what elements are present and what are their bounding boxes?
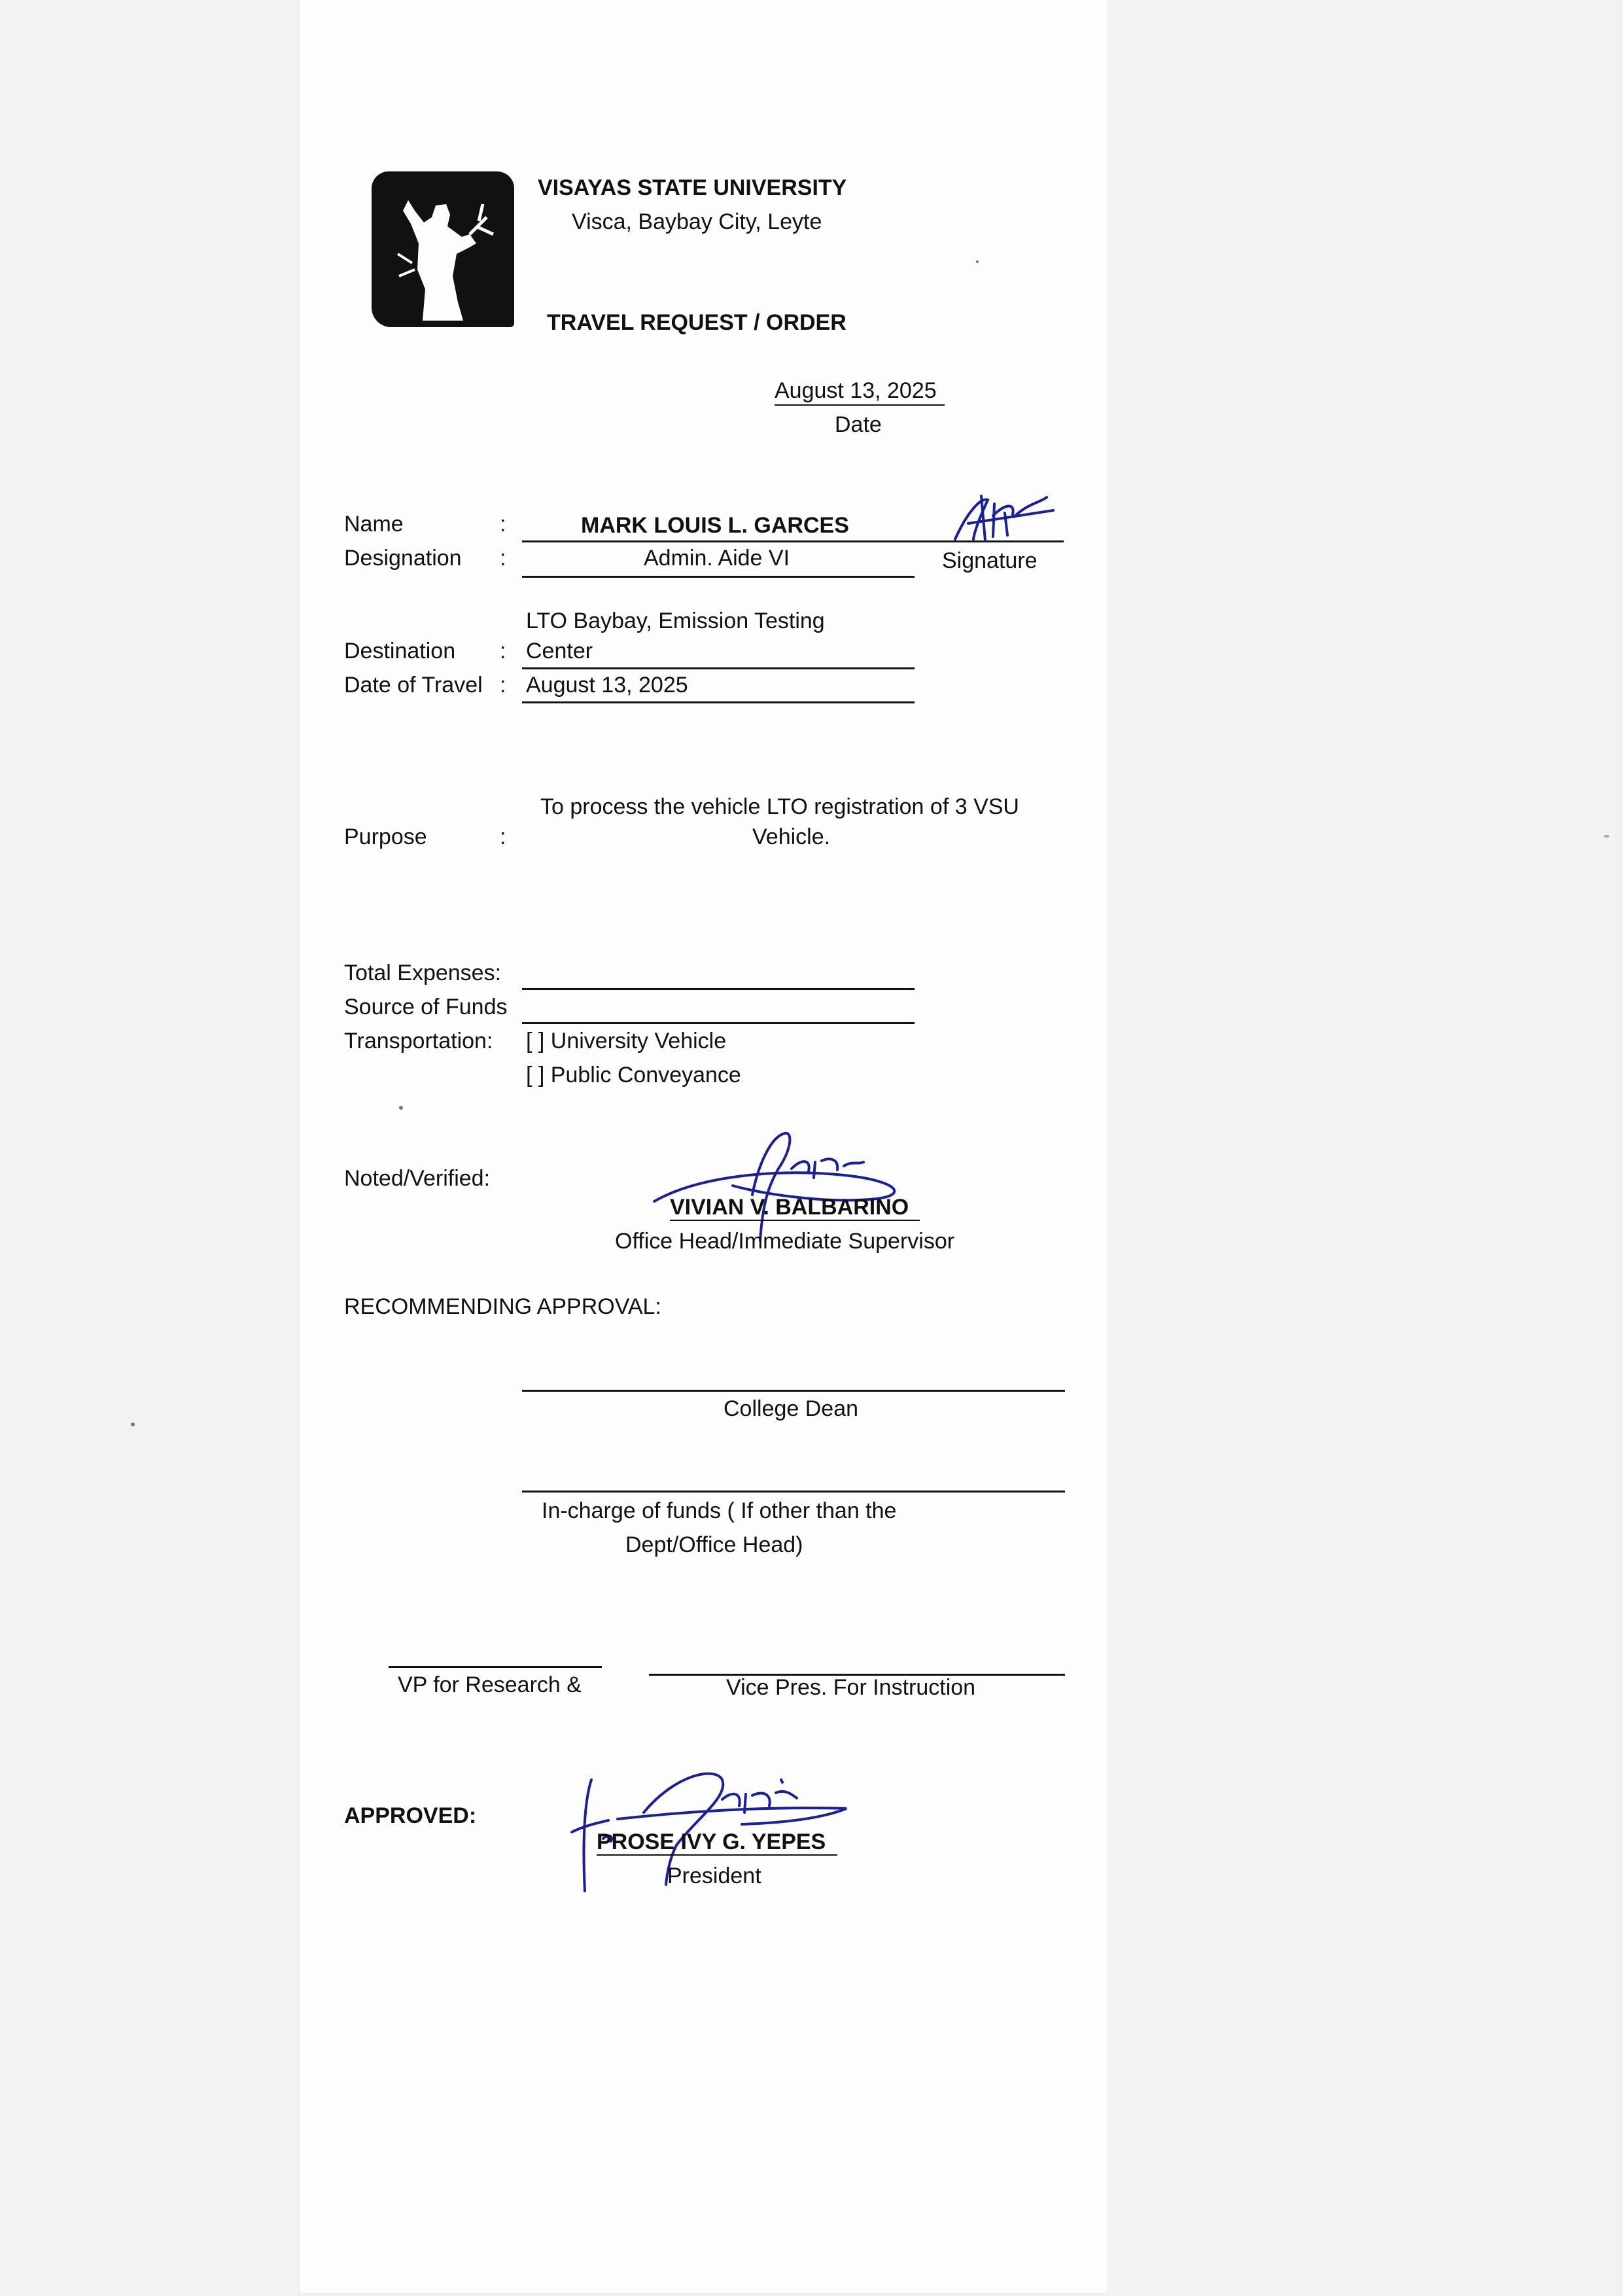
purpose-label: Purpose: [344, 824, 427, 849]
transport-option-university-vehicle[interactable]: [ ] University Vehicle: [526, 1029, 727, 1053]
in-charge-label-line2: Dept/Office Head): [625, 1532, 803, 1557]
purpose-value-line2: Vehicle.: [752, 824, 831, 849]
date-of-travel-underline: [522, 701, 915, 703]
signature-label: Signature: [942, 548, 1038, 573]
date-underline: [775, 404, 945, 406]
destination-label: Destination: [344, 639, 456, 663]
president-name-underline: [597, 1854, 837, 1856]
scan-speck: [976, 260, 979, 263]
purpose-colon: :: [500, 824, 506, 849]
designation-underline: [522, 576, 915, 578]
college-dean-signature-line: [522, 1390, 1065, 1392]
vp-research-signature-line: [389, 1666, 602, 1668]
vp-research-label: VP for Research &: [398, 1672, 582, 1697]
transport-option-public-conveyance[interactable]: [ ] Public Conveyance: [526, 1063, 741, 1087]
total-expenses-label: Total Expenses:: [344, 961, 502, 985]
in-charge-signature-line: [522, 1491, 1065, 1492]
purpose-value-line1: To process the vehicle LTO registration of 3 VSU: [540, 794, 1019, 819]
noted-label: Noted/Verified:: [344, 1166, 491, 1191]
transportation-label: Transportation:: [344, 1029, 493, 1053]
scan-speck: [399, 1106, 403, 1110]
destination-underline: [522, 667, 915, 669]
applicant-signature-icon: [942, 484, 1060, 550]
form-title: TRAVEL REQUEST / ORDER: [547, 310, 846, 335]
university-name: VISAYAS STATE UNIVERSITY: [538, 175, 847, 200]
date-of-travel-colon: :: [500, 673, 506, 698]
scan-speck: [1604, 835, 1609, 838]
recommending-approval-label: RECOMMENDING APPROVAL:: [344, 1294, 661, 1319]
date-label: Date: [835, 412, 882, 437]
designation-label: Designation: [344, 546, 462, 571]
date-value: August 13, 2025: [775, 378, 937, 403]
university-address: Visca, Baybay City, Leyte: [572, 209, 822, 234]
scan-speck: [131, 1422, 135, 1426]
president-title: President: [667, 1863, 761, 1888]
destination-value-line2: Center: [526, 639, 593, 663]
approved-label: APPROVED:: [344, 1803, 477, 1828]
university-logo: [372, 171, 514, 327]
source-of-funds-underline: [522, 1022, 915, 1024]
date-of-travel-label: Date of Travel: [344, 673, 483, 698]
date-of-travel-value: August 13, 2025: [526, 673, 688, 698]
oblation-emblem-icon: [372, 171, 514, 327]
vp-instruction-label: Vice Pres. For Instruction: [726, 1675, 976, 1700]
supervisor-name: VIVIAN V. BALBARINO: [670, 1195, 909, 1220]
source-of-funds-label: Source of Funds: [344, 995, 508, 1019]
total-expenses-underline: [522, 988, 915, 990]
designation-colon: :: [500, 546, 506, 571]
name-colon: :: [500, 512, 506, 537]
name-value: MARK LOUIS L. GARCES: [581, 513, 849, 538]
college-dean-label: College Dean: [724, 1396, 859, 1421]
supervisor-name-underline: [670, 1220, 920, 1221]
destination-value-line1: LTO Baybay, Emission Testing: [526, 609, 825, 633]
president-name: PROSE IVY G. YEPES: [597, 1829, 826, 1854]
name-label: Name: [344, 512, 404, 537]
destination-colon: :: [500, 639, 506, 663]
supervisor-title: Office Head/Immediate Supervisor: [615, 1229, 955, 1254]
designation-value: Admin. Aide VI: [644, 546, 790, 571]
in-charge-label-line1: In-charge of funds ( If other than the: [542, 1498, 897, 1523]
